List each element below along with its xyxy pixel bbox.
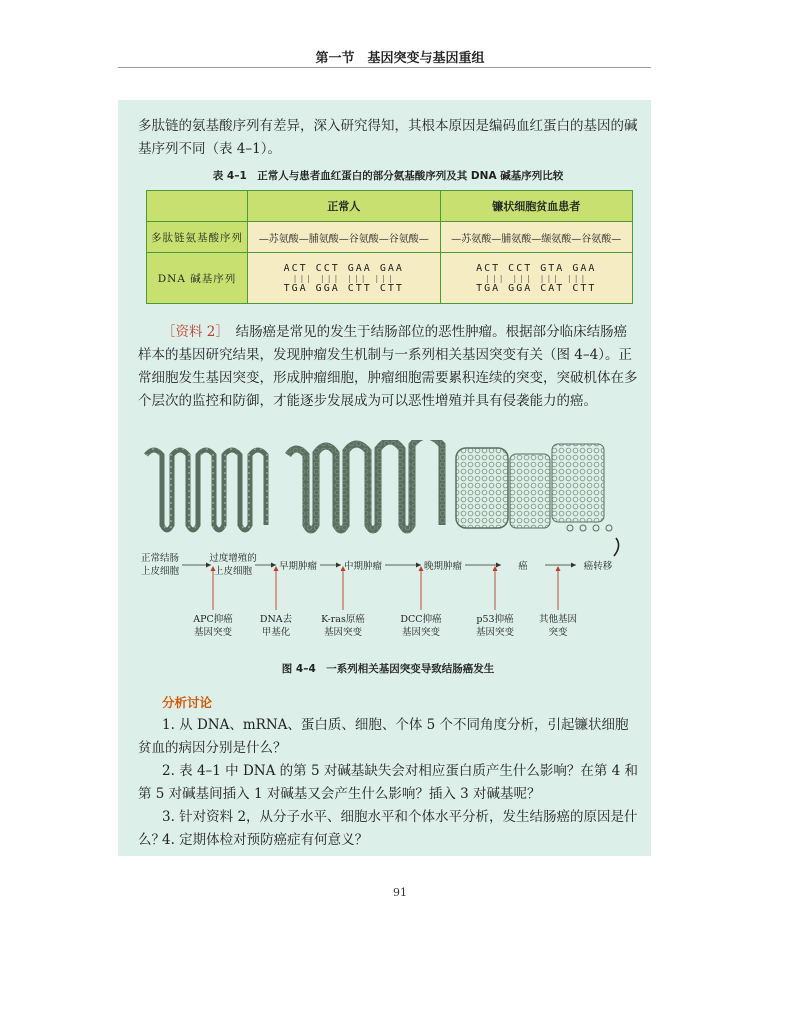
mutation-label: DCC抑癌 (400, 614, 442, 625)
header-patient: 镰状细胞贫血患者 (440, 191, 633, 222)
arrow-head (496, 563, 501, 568)
page-number: 91 (393, 886, 407, 899)
material2-paragraph (138, 321, 638, 413)
arrow-head (336, 563, 341, 568)
arrow-head (571, 563, 576, 568)
question-2: 2. 表 4–1 中 DNA 的第 5 对碱基缺失会对相应蛋白质产生什么影响？在第 4 和第 5 对碱基间插入 1 对碱基又会产生什么影响？插入 3 对碱基呢？ (138, 763, 638, 802)
stage-label: 早期肿瘤 (278, 561, 318, 572)
mutation-label: 基因突变 (193, 627, 233, 638)
normal-dna-bottom: TGA GGA CTT CTT (283, 282, 404, 294)
question-3: 3. 针对资料 2，从分子水平、细胞水平和个体水平分析，发生结肠癌的原因是什么？ (138, 809, 638, 848)
patient-dna-top: ACT CCT GTA GAA (476, 262, 597, 274)
material2-text: 结肠癌是常见的发生于结肠部位的恶性肿瘤。根据部分临床结肠癌样本的基因研究结果，发现肿瘤发生机制与一系列相关基因突变有关（图 4–4）。正常细胞发生基因突变，形成肿瘤细胞，肿瘤细胞需要累积连续的突变，突破机体在多个层次的监控和防御，才能逐步发展成为可以恶性增殖并具有侵袭能力的癌。 (138, 324, 638, 409)
row-label-dna: DNA 碱基序列 (147, 253, 248, 304)
figure-caption: 图 4–4 一系列相关基因突变导致结肠癌发生 (281, 663, 495, 675)
mutation-label: 甲基化 (261, 627, 291, 638)
stage-label: 癌转移 (583, 561, 613, 572)
mutation-label: 突变 (548, 627, 568, 638)
mutation-label: K-ras原癌 (321, 614, 365, 625)
mutation-label: 基因突变 (323, 627, 363, 638)
stage-label: 上皮细胞 (140, 566, 180, 577)
material2-label: ［资料 2］ (162, 324, 223, 340)
normal-aa-seq: —苏氨酸—脯氨酸—谷氨酸—谷氨酸— (248, 222, 441, 253)
table-caption: 表 4–1 正常人与患者血红蛋白的部分氨基酸序列及其 DNA 碱基序列比较 (212, 170, 564, 182)
normal-dna-top: ACT CCT GAA GAA (283, 262, 404, 274)
mutation-pointer-head (556, 566, 561, 571)
arrow-head (271, 563, 276, 568)
stage-label: 过度增殖的 (209, 553, 257, 564)
base-pair-ticks: ||| ||| ||| ||| (292, 273, 395, 283)
header-normal: 正常人 (248, 191, 441, 222)
patient-aa-seq: —苏氨酸—脯氨酸—缬氨酸—谷氨酸— (440, 222, 633, 253)
stage-label: 正常结肠 (140, 553, 180, 564)
normal-dna-cell (248, 253, 441, 304)
mutation-labels (192, 613, 577, 638)
question-1: 1. 从 DNA、mRNA、蛋白质、细胞、个体 5 个不同角度分析，引起镰状细胞贫血的病因分别是什么？ (138, 717, 629, 756)
stage-label: 晚期肿瘤 (423, 561, 463, 572)
patient-dna-cell (440, 253, 633, 304)
mutation-pointers (211, 566, 561, 610)
row-label-aa: 多肽链氨基酸序列 (147, 222, 248, 253)
mutation-label: 其他基因 (538, 614, 578, 625)
mutation-label: DNA去 (259, 614, 293, 625)
question-4: 4. 定期体检对预防癌症有何意义？ (162, 832, 369, 848)
comparison-table (146, 190, 633, 304)
table-row (147, 222, 633, 253)
base-pair-ticks: ||| ||| ||| ||| (485, 273, 588, 283)
stage-labels (141, 552, 613, 577)
intro-paragraph: 多肽链的氨基酸序列有差异，深入研究得知，其根本原因是编码血红蛋白的基因的碱基序列不同（表 4–1）。 (138, 118, 638, 157)
chapter-header: 第一节 基因突变与基因重组 (315, 51, 485, 66)
arrow-head (416, 563, 421, 568)
mutation-label: 基因突变 (401, 627, 441, 638)
stage-label: 癌 (518, 561, 528, 572)
stage-label: 中期肿瘤 (343, 561, 383, 572)
discussion-title: 分析讨论 (162, 695, 213, 710)
mutation-pointer-head (419, 566, 424, 571)
table-corner (147, 191, 248, 222)
patient-dna-bottom: TGA GGA CAT CTT (476, 282, 597, 294)
header-divider (118, 67, 651, 68)
epithelium-illustration (146, 440, 619, 556)
table-row (147, 253, 633, 304)
stage-label: 上皮细胞 (213, 566, 253, 577)
mutation-label: APC抑癌 (193, 614, 233, 625)
colon-cancer-diagram (138, 440, 638, 650)
mutation-label: p53抑癌 (476, 614, 514, 625)
mutation-label: 基因突变 (475, 627, 515, 638)
mutation-pointer-head (274, 566, 279, 571)
